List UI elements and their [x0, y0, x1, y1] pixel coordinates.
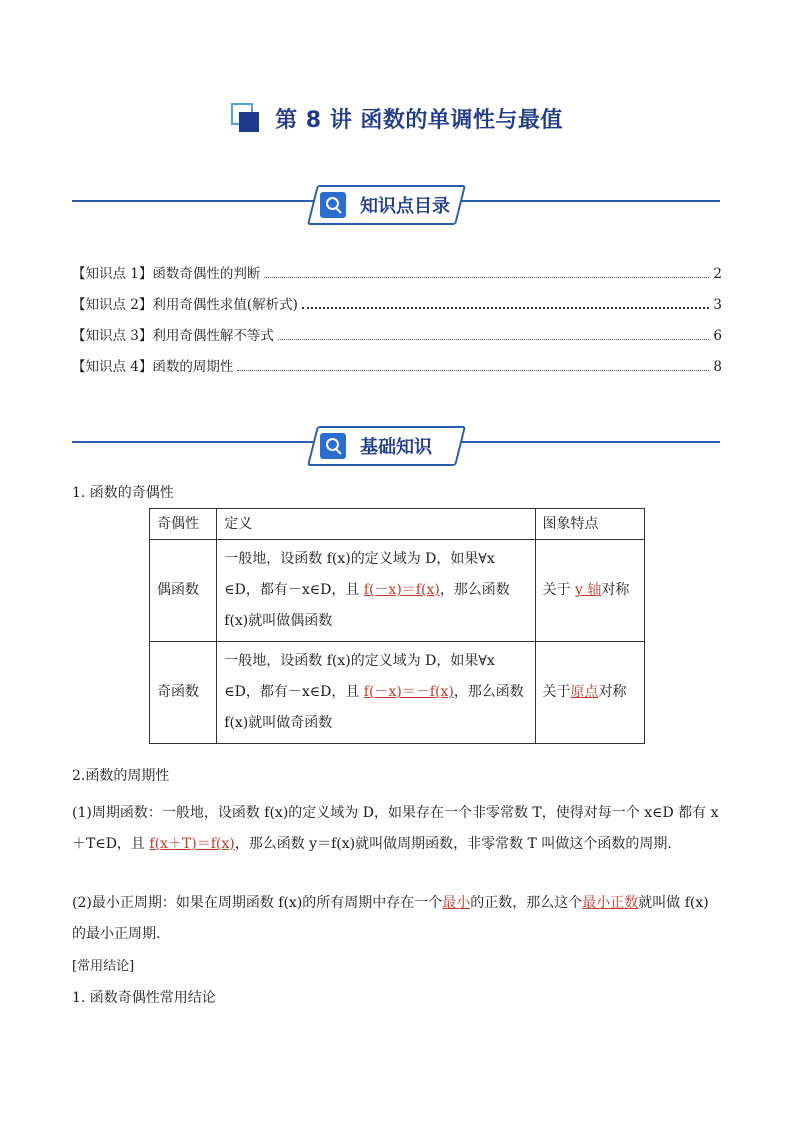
- toc-entry[interactable]: [72, 262, 722, 282]
- table-cell: 关于原点对称: [535, 642, 644, 744]
- heading-periodicity: 2.函数的周期性: [72, 768, 170, 784]
- parity-table: [149, 508, 645, 744]
- table-cell: 奇函数: [150, 642, 217, 744]
- search-icon: [320, 192, 346, 218]
- page-title: 第 8 讲 函数的单调性与最值: [275, 107, 563, 133]
- table-cell: 一般地，设函数 f(x)的定义域为 D，如果∀x ∈D，都有－x∈D，且 f(－x)＝－f(x)，那么函数 f(x)就叫做奇函数: [217, 642, 535, 744]
- table-header-row: [150, 509, 645, 540]
- table-header: 图象特点: [535, 509, 644, 540]
- table-header: 奇偶性: [150, 509, 217, 540]
- table-header: 定义: [217, 509, 535, 540]
- toc-entry-page: 6: [713, 328, 722, 344]
- table-cell: 偶函数: [150, 540, 217, 642]
- toc-entry[interactable]: [72, 324, 722, 344]
- toc-entry-label: 【知识点 3】利用奇偶性解不等式: [72, 328, 274, 344]
- conclusion-label: [常用结论]: [72, 959, 135, 974]
- toc-entry-label: 【知识点 4】函数的周期性: [72, 359, 234, 375]
- toc-entry[interactable]: [72, 293, 722, 313]
- period-paragraph-1: (1)周期函数：一般地，设函数 f(x)的定义域为 D，如果存在一个非零常数 T，使得对每一个 x∈D 都有 x＋T∈D，且 f(x＋T)＝f(x)，那么函数 y＝f(x)就叫做周期函数，非零常数 T 叫做这个函数的周期.: [72, 805, 719, 852]
- toc-section-title: 知识点目录: [360, 196, 450, 217]
- table-cell: 一般地，设函数 f(x)的定义域为 D，如果∀x ∈D，都有－x∈D，且 f(－x)＝f(x)，那么函数 f(x)就叫做偶函数: [217, 540, 535, 642]
- table-row: [150, 642, 645, 744]
- table-row: [150, 540, 645, 642]
- basics-section-title: 基础知识: [360, 437, 432, 458]
- page-title-row: [0, 98, 794, 138]
- table-cell: 关于 y 轴对称: [535, 540, 644, 642]
- square-icon: [231, 103, 261, 133]
- toc-section-badge: [307, 185, 466, 225]
- toc-entry-page: 3: [713, 297, 722, 313]
- search-icon: [320, 433, 346, 459]
- toc-entry[interactable]: [72, 355, 722, 375]
- period-paragraph-2: (2)最小正周期：如果在周期函数 f(x)的所有周期中存在一个最小的正数，那么这个最小正数就叫做 f(x)的最小正周期.: [72, 895, 709, 942]
- heading-parity: 1. 函数的奇偶性: [72, 485, 174, 501]
- toc-entry-page: 8: [713, 359, 722, 375]
- toc-entry-label: 【知识点 1】函数奇偶性的判断: [72, 266, 261, 282]
- basics-section-badge: [307, 426, 466, 466]
- heading-conclusions: 1. 函数奇偶性常用结论: [72, 990, 216, 1006]
- toc-entry-label: 【知识点 2】利用奇偶性求值(解析式): [72, 297, 298, 313]
- toc-entry-page: 2: [713, 266, 722, 282]
